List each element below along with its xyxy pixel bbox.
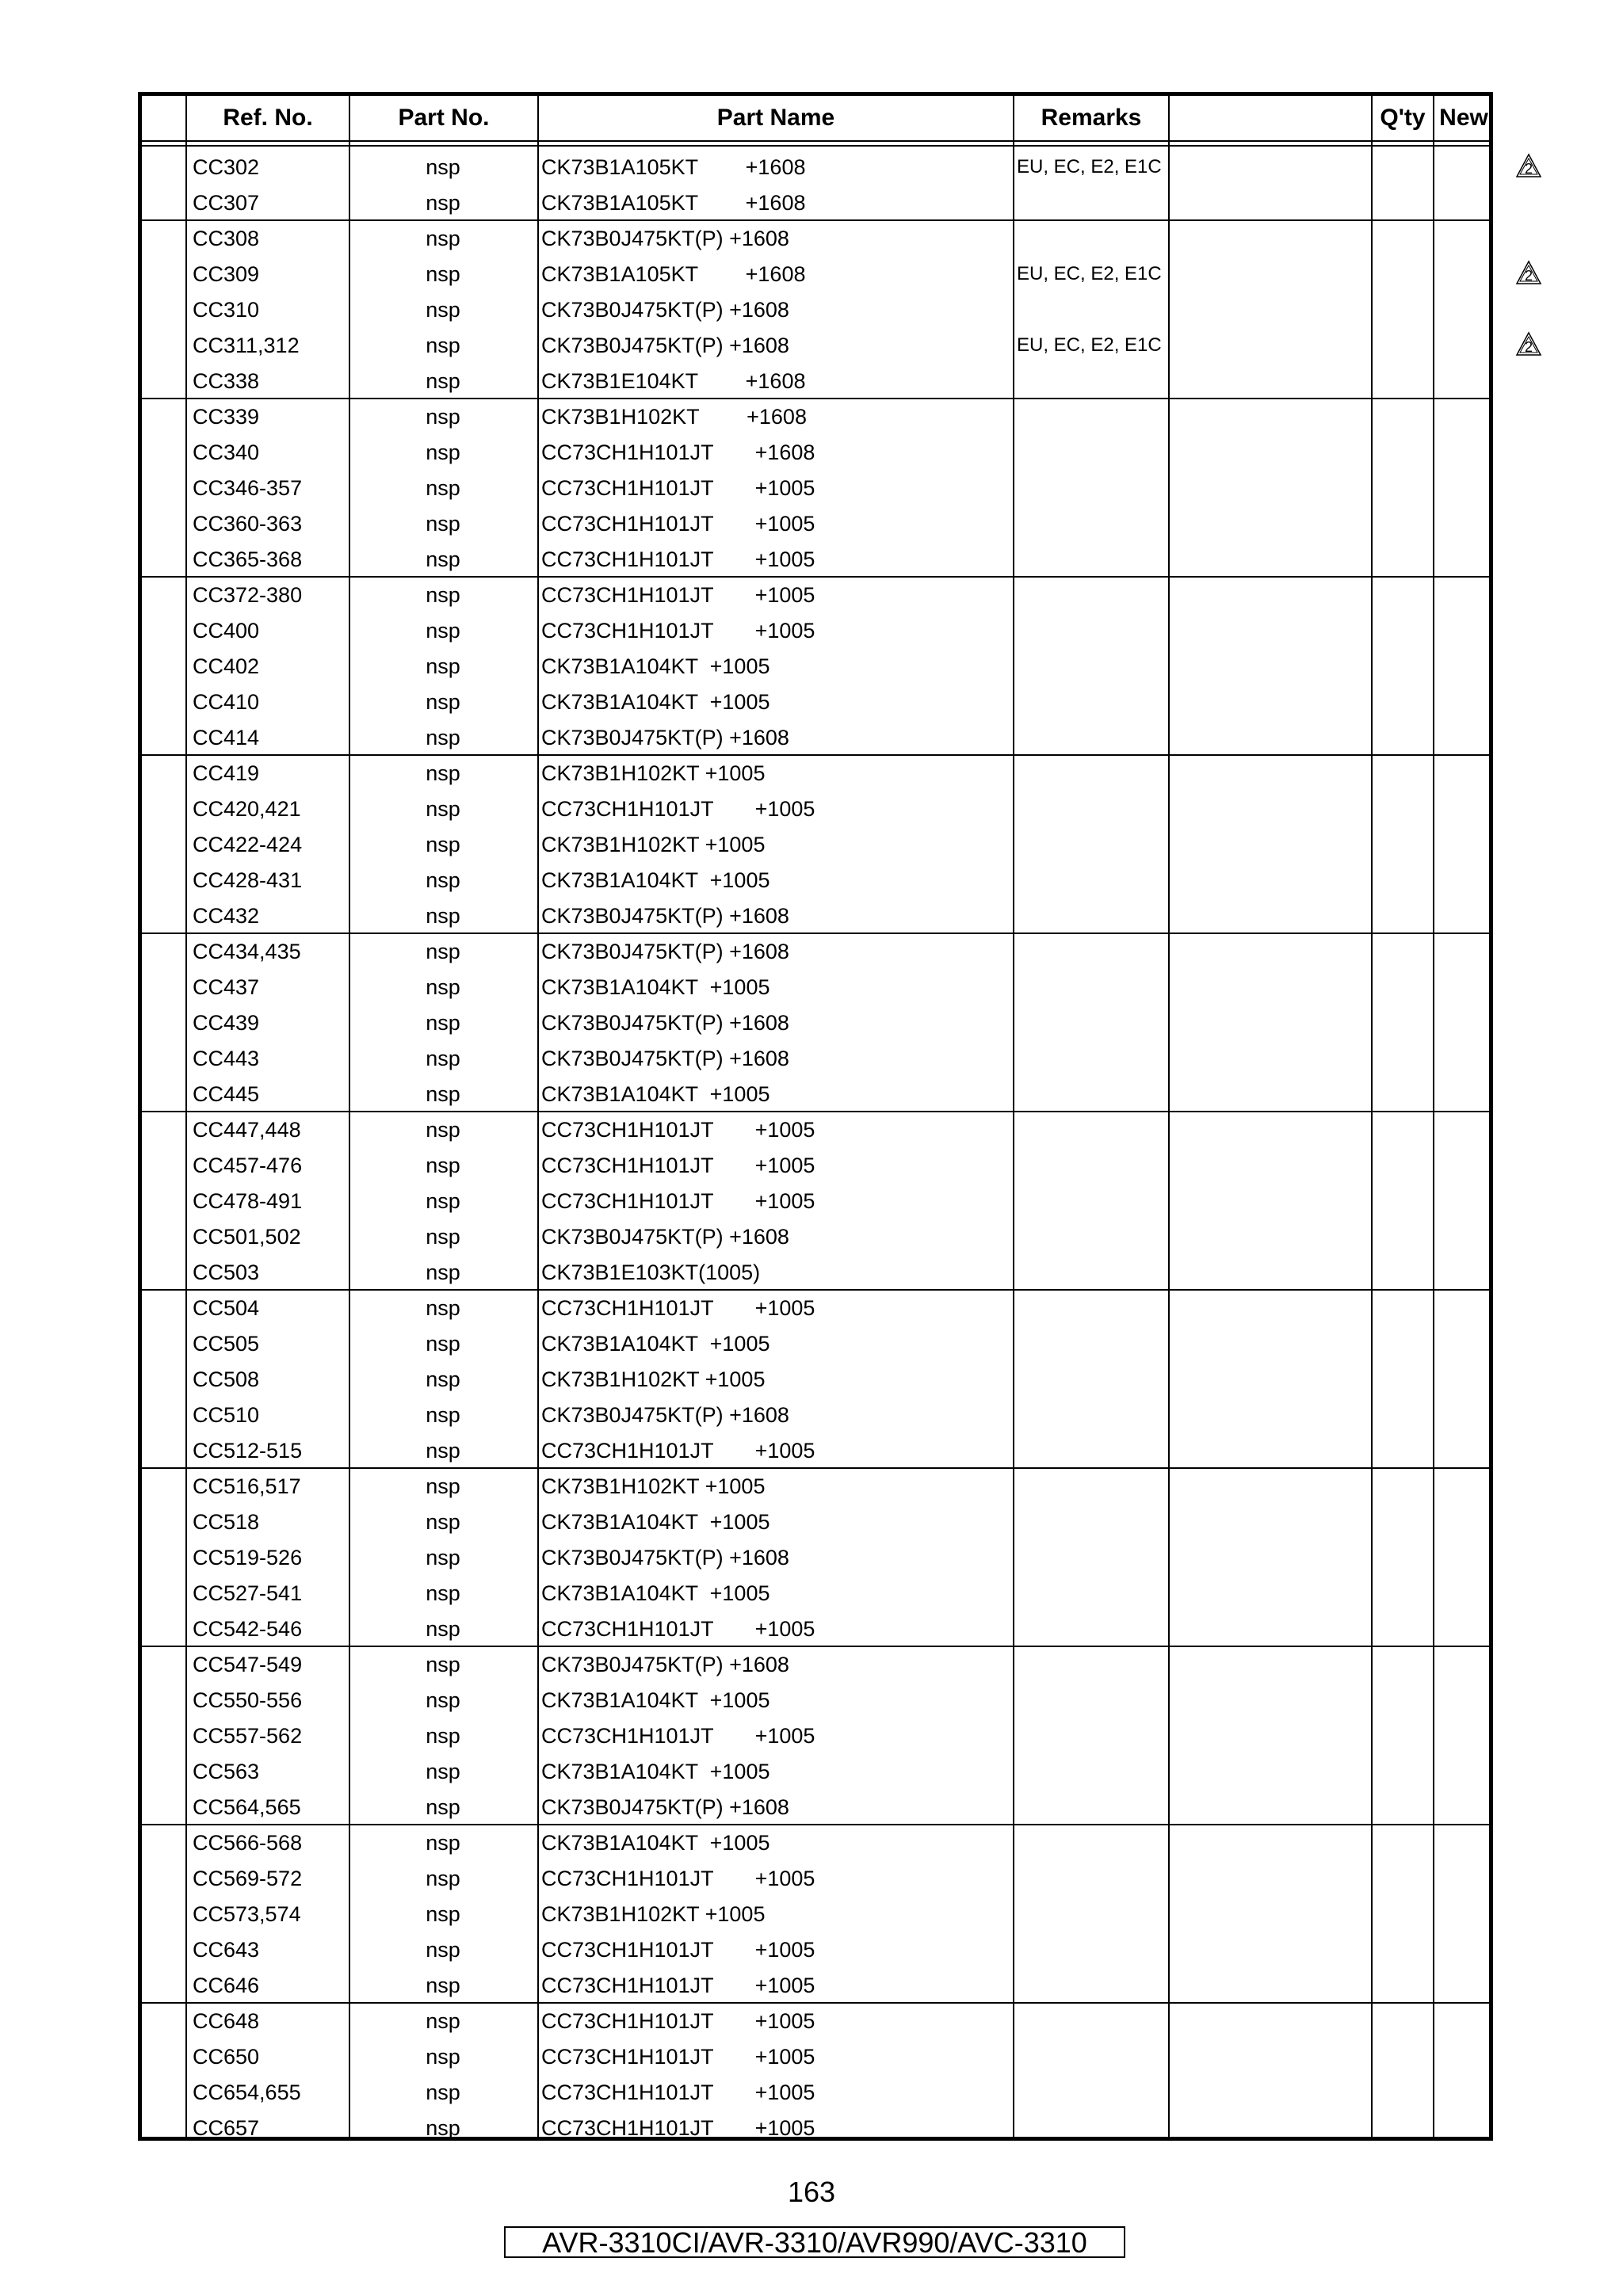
part-name-cell: CK73B0J475KT(P) +1608 bbox=[541, 1403, 789, 1427]
table-row bbox=[142, 1788, 1489, 1824]
table-row bbox=[142, 1218, 1489, 1253]
part-no-cell: nsp bbox=[426, 369, 460, 393]
table-row bbox=[142, 1859, 1489, 1895]
ref-no-cell: CC512-515 bbox=[193, 1439, 303, 1463]
part-no-cell: nsp bbox=[426, 155, 460, 179]
table-row bbox=[142, 1360, 1489, 1396]
ref-no-cell: CC519-526 bbox=[193, 1546, 303, 1569]
part-no-cell: nsp bbox=[426, 1688, 460, 1712]
table-row bbox=[142, 1574, 1489, 1610]
ref-no-cell: CC402 bbox=[193, 654, 260, 678]
table-row bbox=[142, 1681, 1489, 1717]
table-row bbox=[142, 576, 1489, 612]
ref-no-cell: CC657 bbox=[193, 2116, 260, 2140]
part-no-cell: nsp bbox=[426, 2045, 460, 2069]
part-name-cell: CK73B1H102KT +1005 bbox=[541, 1902, 766, 1926]
part-no-cell: nsp bbox=[426, 1617, 460, 1641]
part-name-cell: CC73CH1H101JT +1608 bbox=[541, 441, 815, 464]
table-row bbox=[142, 219, 1489, 255]
part-name-cell: CK73B1A104KT +1005 bbox=[541, 868, 770, 892]
ref-no-cell: CC508 bbox=[193, 1367, 260, 1391]
ref-no-cell: CC527-541 bbox=[193, 1581, 303, 1605]
remarks-cell: EU, EC, E2, E1C bbox=[1017, 263, 1162, 284]
table-row bbox=[142, 1646, 1489, 1681]
ref-no-cell: CC648 bbox=[193, 2009, 260, 2033]
part-no-cell: nsp bbox=[426, 2081, 460, 2104]
part-name-cell: CK73B0J475KT(P) +1608 bbox=[541, 1795, 789, 1819]
ref-no-cell: CC654,655 bbox=[193, 2081, 301, 2104]
part-name-cell: CK73B0J475KT(P) +1608 bbox=[541, 1546, 789, 1569]
part-name-cell: CK73B1A104KT +1005 bbox=[541, 1082, 770, 1106]
part-name-cell: CC73CH1H101JT +1005 bbox=[541, 2116, 815, 2140]
ref-no-cell: CC564,565 bbox=[193, 1795, 301, 1819]
part-no-cell: nsp bbox=[426, 619, 460, 643]
part-no-cell: nsp bbox=[426, 1974, 460, 1997]
part-no-cell: nsp bbox=[426, 833, 460, 856]
part-name-cell: CK73B1H102KT +1005 bbox=[541, 1367, 766, 1391]
part-name-cell: CK73B1A105KT +1608 bbox=[541, 191, 806, 215]
table-row bbox=[142, 2073, 1489, 2109]
parts-list-table bbox=[138, 92, 1493, 2141]
part-name-cell: CK73B0J475KT(P) +1608 bbox=[541, 298, 789, 322]
table-row bbox=[142, 1931, 1489, 1966]
ref-no-cell: CC302 bbox=[193, 155, 260, 179]
page-number: 163 bbox=[787, 2176, 836, 2208]
table-row bbox=[142, 1503, 1489, 1539]
table-row bbox=[142, 1539, 1489, 1574]
header-rule-top bbox=[142, 140, 1489, 142]
header-ref-no: Ref. No. bbox=[223, 105, 313, 131]
part-name-cell: CK73B1A104KT +1005 bbox=[541, 1831, 770, 1855]
ref-no-cell: CC400 bbox=[193, 619, 260, 643]
table-row bbox=[142, 1717, 1489, 1753]
ref-no-cell: CC447,448 bbox=[193, 1118, 301, 1142]
part-name-cell: CC73CH1H101JT +1005 bbox=[541, 1938, 815, 1962]
part-name-cell: CK73B0J475KT(P) +1608 bbox=[541, 334, 789, 357]
table-row bbox=[142, 1396, 1489, 1432]
part-name-cell: CC73CH1H101JT +1005 bbox=[541, 619, 815, 643]
table-row bbox=[142, 1432, 1489, 1467]
part-no-cell: nsp bbox=[426, 1546, 460, 1569]
ref-no-cell: CC478-491 bbox=[193, 1189, 303, 1213]
part-name-cell: CK73B1H102KT +1005 bbox=[541, 833, 766, 856]
ref-no-cell: CC308 bbox=[193, 227, 260, 250]
table-row bbox=[142, 1610, 1489, 1646]
part-name-cell: CC73CH1H101JT +1005 bbox=[541, 1189, 815, 1213]
part-name-cell: CK73B1A104KT +1005 bbox=[541, 654, 770, 678]
ref-no-cell: CC518 bbox=[193, 1510, 260, 1534]
part-no-cell: nsp bbox=[426, 1118, 460, 1142]
part-no-cell: nsp bbox=[426, 1902, 460, 1926]
table-row bbox=[142, 790, 1489, 826]
table-row bbox=[142, 1467, 1489, 1503]
part-no-cell: nsp bbox=[426, 1653, 460, 1676]
ref-no-cell: CC346-357 bbox=[193, 476, 303, 500]
table-row bbox=[142, 362, 1489, 398]
part-no-cell: nsp bbox=[426, 1154, 460, 1177]
revision-mark-label: 2 bbox=[1524, 161, 1533, 177]
ref-no-cell: CC504 bbox=[193, 1296, 260, 1320]
table-row bbox=[142, 933, 1489, 968]
part-no-cell: nsp bbox=[426, 797, 460, 821]
header-remarks: Remarks bbox=[1041, 105, 1142, 131]
part-no-cell: nsp bbox=[426, 1439, 460, 1463]
part-no-cell: nsp bbox=[426, 1831, 460, 1855]
part-no-cell: nsp bbox=[426, 405, 460, 429]
ref-no-cell: CC550-556 bbox=[193, 1688, 303, 1712]
part-no-cell: nsp bbox=[426, 1047, 460, 1070]
part-no-cell: nsp bbox=[426, 1367, 460, 1391]
part-name-cell: CK73B0J475KT(P) +1608 bbox=[541, 1653, 789, 1676]
part-no-cell: nsp bbox=[426, 583, 460, 607]
table-row bbox=[142, 398, 1489, 433]
ref-no-cell: CC339 bbox=[193, 405, 260, 429]
part-no-cell: nsp bbox=[426, 298, 460, 322]
part-name-cell: CK73B1H102KT +1608 bbox=[541, 405, 807, 429]
table-row bbox=[142, 612, 1489, 647]
part-name-cell: CC73CH1H101JT +1005 bbox=[541, 512, 815, 536]
part-name-cell: CK73B1E104KT +1608 bbox=[541, 369, 806, 393]
part-no-cell: nsp bbox=[426, 654, 460, 678]
part-name-cell: CC73CH1H101JT +1005 bbox=[541, 1296, 815, 1320]
part-no-cell: nsp bbox=[426, 476, 460, 500]
part-name-cell: CK73B1A104KT +1005 bbox=[541, 1760, 770, 1783]
part-name-cell: CC73CH1H101JT +1005 bbox=[541, 583, 815, 607]
table-row bbox=[142, 683, 1489, 719]
part-no-cell: nsp bbox=[426, 1581, 460, 1605]
part-name-cell: CC73CH1H101JT +1005 bbox=[541, 1724, 815, 1748]
revision-mark-label: 2 bbox=[1524, 339, 1533, 355]
part-name-cell: CK73B1E103KT(1005) bbox=[541, 1261, 761, 1284]
ref-no-cell: CC309 bbox=[193, 262, 260, 286]
part-name-cell: CK73B1A104KT +1005 bbox=[541, 1332, 770, 1356]
part-no-cell: nsp bbox=[426, 1011, 460, 1035]
part-no-cell: nsp bbox=[426, 334, 460, 357]
part-no-cell: nsp bbox=[426, 975, 460, 999]
part-no-cell: nsp bbox=[426, 512, 460, 536]
part-no-cell: nsp bbox=[426, 2009, 460, 2033]
ref-no-cell: CC646 bbox=[193, 1974, 260, 1997]
revision-triangle-icon bbox=[1515, 260, 1542, 285]
part-no-cell: nsp bbox=[426, 1474, 460, 1498]
table-row bbox=[142, 2002, 1489, 2038]
part-no-cell: nsp bbox=[426, 868, 460, 892]
table-row bbox=[142, 1075, 1489, 1111]
table-row bbox=[142, 184, 1489, 219]
ref-no-cell: CC457-476 bbox=[193, 1154, 303, 1177]
ref-no-cell: CC307 bbox=[193, 191, 260, 215]
ref-no-cell: CC557-562 bbox=[193, 1724, 303, 1748]
header-rule-bottom bbox=[142, 145, 1489, 147]
table-row bbox=[142, 326, 1489, 362]
part-no-cell: nsp bbox=[426, 904, 460, 928]
table-row bbox=[142, 1895, 1489, 1931]
part-name-cell: CC73CH1H101JT +1005 bbox=[541, 1867, 815, 1890]
ref-no-cell: CC505 bbox=[193, 1332, 260, 1356]
part-name-cell: CK73B0J475KT(P) +1608 bbox=[541, 227, 789, 250]
part-no-cell: nsp bbox=[426, 227, 460, 250]
revision-mark-label: 2 bbox=[1524, 268, 1533, 284]
table-row bbox=[142, 1039, 1489, 1075]
ref-no-cell: CC365-368 bbox=[193, 547, 303, 571]
part-no-cell: nsp bbox=[426, 547, 460, 571]
ref-no-cell: CC434,435 bbox=[193, 940, 301, 963]
part-name-cell: CK73B1A104KT +1005 bbox=[541, 690, 770, 714]
ref-no-cell: CC566-568 bbox=[193, 1831, 303, 1855]
table-row bbox=[142, 1253, 1489, 1289]
header-new: New bbox=[1439, 105, 1488, 131]
table-row bbox=[142, 148, 1489, 184]
ref-no-cell: CC311,312 bbox=[193, 334, 300, 357]
ref-no-cell: CC419 bbox=[193, 761, 260, 785]
ref-no-cell: CC437 bbox=[193, 975, 260, 999]
table-row bbox=[142, 433, 1489, 469]
ref-no-cell: CC310 bbox=[193, 298, 260, 322]
part-name-cell: CK73B0J475KT(P) +1608 bbox=[541, 726, 789, 749]
part-name-cell: CC73CH1H101JT +1005 bbox=[541, 547, 815, 571]
part-name-cell: CC73CH1H101JT +1005 bbox=[541, 1617, 815, 1641]
table-row bbox=[142, 968, 1489, 1004]
table-header bbox=[142, 96, 1489, 140]
table-row bbox=[142, 505, 1489, 540]
part-no-cell: nsp bbox=[426, 1296, 460, 1320]
table-row bbox=[142, 1824, 1489, 1859]
part-name-cell: CK73B1A105KT +1608 bbox=[541, 155, 806, 179]
part-name-cell: CK73B1A104KT +1005 bbox=[541, 1688, 770, 1712]
table-row bbox=[142, 647, 1489, 683]
part-name-cell: CK73B1A105KT +1608 bbox=[541, 262, 806, 286]
part-name-cell: CC73CH1H101JT +1005 bbox=[541, 1439, 815, 1463]
part-name-cell: CK73B1A104KT +1005 bbox=[541, 1510, 770, 1534]
table-row bbox=[142, 1111, 1489, 1146]
table-row bbox=[142, 2038, 1489, 2073]
ref-no-cell: CC573,574 bbox=[193, 1902, 301, 1926]
ref-no-cell: CC338 bbox=[193, 369, 260, 393]
part-name-cell: CC73CH1H101JT +1005 bbox=[541, 476, 815, 500]
ref-no-cell: CC503 bbox=[193, 1261, 260, 1284]
part-no-cell: nsp bbox=[426, 1225, 460, 1249]
part-no-cell: nsp bbox=[426, 2116, 460, 2140]
table-row bbox=[142, 861, 1489, 897]
part-no-cell: nsp bbox=[426, 761, 460, 785]
header-part-no: Part No. bbox=[398, 105, 490, 131]
part-name-cell: CK73B0J475KT(P) +1608 bbox=[541, 940, 789, 963]
ref-no-cell: CC410 bbox=[193, 690, 260, 714]
part-no-cell: nsp bbox=[426, 1760, 460, 1783]
part-no-cell: nsp bbox=[426, 1082, 460, 1106]
table-row bbox=[142, 2109, 1489, 2145]
remarks-cell: EU, EC, E2, E1C bbox=[1017, 334, 1162, 356]
ref-no-cell: CC439 bbox=[193, 1011, 260, 1035]
table-row bbox=[142, 1146, 1489, 1182]
table-row bbox=[142, 1325, 1489, 1360]
ref-no-cell: CC542-546 bbox=[193, 1617, 303, 1641]
part-no-cell: nsp bbox=[426, 940, 460, 963]
part-name-cell: CC73CH1H101JT +1005 bbox=[541, 2009, 815, 2033]
revision-triangle-icon bbox=[1515, 153, 1542, 178]
ref-no-cell: CC422-424 bbox=[193, 833, 303, 856]
part-name-cell: CK73B1A104KT +1005 bbox=[541, 1581, 770, 1605]
ref-no-cell: CC510 bbox=[193, 1403, 260, 1427]
ref-no-cell: CC414 bbox=[193, 726, 260, 749]
part-name-cell: CK73B0J475KT(P) +1608 bbox=[541, 904, 789, 928]
part-name-cell: CC73CH1H101JT +1005 bbox=[541, 1154, 815, 1177]
ref-no-cell: CC340 bbox=[193, 441, 260, 464]
part-name-cell: CK73B0J475KT(P) +1608 bbox=[541, 1225, 789, 1249]
table-row bbox=[142, 1966, 1489, 2002]
part-no-cell: nsp bbox=[426, 1332, 460, 1356]
part-no-cell: nsp bbox=[426, 1403, 460, 1427]
ref-no-cell: CC569-572 bbox=[193, 1867, 303, 1890]
revision-triangle-icon bbox=[1515, 331, 1542, 357]
table-row bbox=[142, 1182, 1489, 1218]
part-no-cell: nsp bbox=[426, 726, 460, 749]
ref-no-cell: CC547-549 bbox=[193, 1653, 303, 1676]
part-no-cell: nsp bbox=[426, 1189, 460, 1213]
model-footer: AVR-3310CI/AVR-3310/AVR990/AVC-3310 bbox=[504, 2226, 1125, 2258]
ref-no-cell: CC443 bbox=[193, 1047, 260, 1070]
part-name-cell: CC73CH1H101JT +1005 bbox=[541, 2081, 815, 2104]
part-no-cell: nsp bbox=[426, 1938, 460, 1962]
part-name-cell: CC73CH1H101JT +1005 bbox=[541, 1974, 815, 1997]
part-name-cell: CC73CH1H101JT +1005 bbox=[541, 2045, 815, 2069]
table-row bbox=[142, 540, 1489, 576]
part-name-cell: CC73CH1H101JT +1005 bbox=[541, 1118, 815, 1142]
ref-no-cell: CC445 bbox=[193, 1082, 260, 1106]
remarks-cell: EU, EC, E2, E1C bbox=[1017, 156, 1162, 177]
header-qty: Q'ty bbox=[1380, 105, 1426, 131]
ref-no-cell: CC563 bbox=[193, 1760, 260, 1783]
table-row bbox=[142, 719, 1489, 754]
part-no-cell: nsp bbox=[426, 1261, 460, 1284]
part-name-cell: CC73CH1H101JT +1005 bbox=[541, 797, 815, 821]
part-no-cell: nsp bbox=[426, 690, 460, 714]
part-name-cell: CK73B1H102KT +1005 bbox=[541, 761, 766, 785]
ref-no-cell: CC420,421 bbox=[193, 797, 301, 821]
table-row bbox=[142, 255, 1489, 291]
part-no-cell: nsp bbox=[426, 1795, 460, 1819]
table-row bbox=[142, 754, 1489, 790]
part-no-cell: nsp bbox=[426, 1867, 460, 1890]
table-row bbox=[142, 1753, 1489, 1788]
table-row bbox=[142, 291, 1489, 326]
part-name-cell: CK73B0J475KT(P) +1608 bbox=[541, 1011, 789, 1035]
table-row bbox=[142, 897, 1489, 933]
ref-no-cell: CC643 bbox=[193, 1938, 260, 1962]
ref-no-cell: CC501,502 bbox=[193, 1225, 301, 1249]
table-row bbox=[142, 469, 1489, 505]
part-no-cell: nsp bbox=[426, 441, 460, 464]
part-name-cell: CK73B1A104KT +1005 bbox=[541, 975, 770, 999]
part-name-cell: CK73B1H102KT +1005 bbox=[541, 1474, 766, 1498]
part-no-cell: nsp bbox=[426, 1510, 460, 1534]
ref-no-cell: CC432 bbox=[193, 904, 260, 928]
part-name-cell: CK73B0J475KT(P) +1608 bbox=[541, 1047, 789, 1070]
header-part-name: Part Name bbox=[716, 105, 835, 131]
ref-no-cell: CC360-363 bbox=[193, 512, 303, 536]
table-row bbox=[142, 1289, 1489, 1325]
ref-no-cell: CC428-431 bbox=[193, 868, 303, 892]
part-no-cell: nsp bbox=[426, 1724, 460, 1748]
ref-no-cell: CC516,517 bbox=[193, 1474, 301, 1498]
part-no-cell: nsp bbox=[426, 262, 460, 286]
ref-no-cell: CC372-380 bbox=[193, 583, 303, 607]
table-row bbox=[142, 826, 1489, 861]
ref-no-cell: CC650 bbox=[193, 2045, 260, 2069]
part-no-cell: nsp bbox=[426, 191, 460, 215]
table-row bbox=[142, 1004, 1489, 1039]
